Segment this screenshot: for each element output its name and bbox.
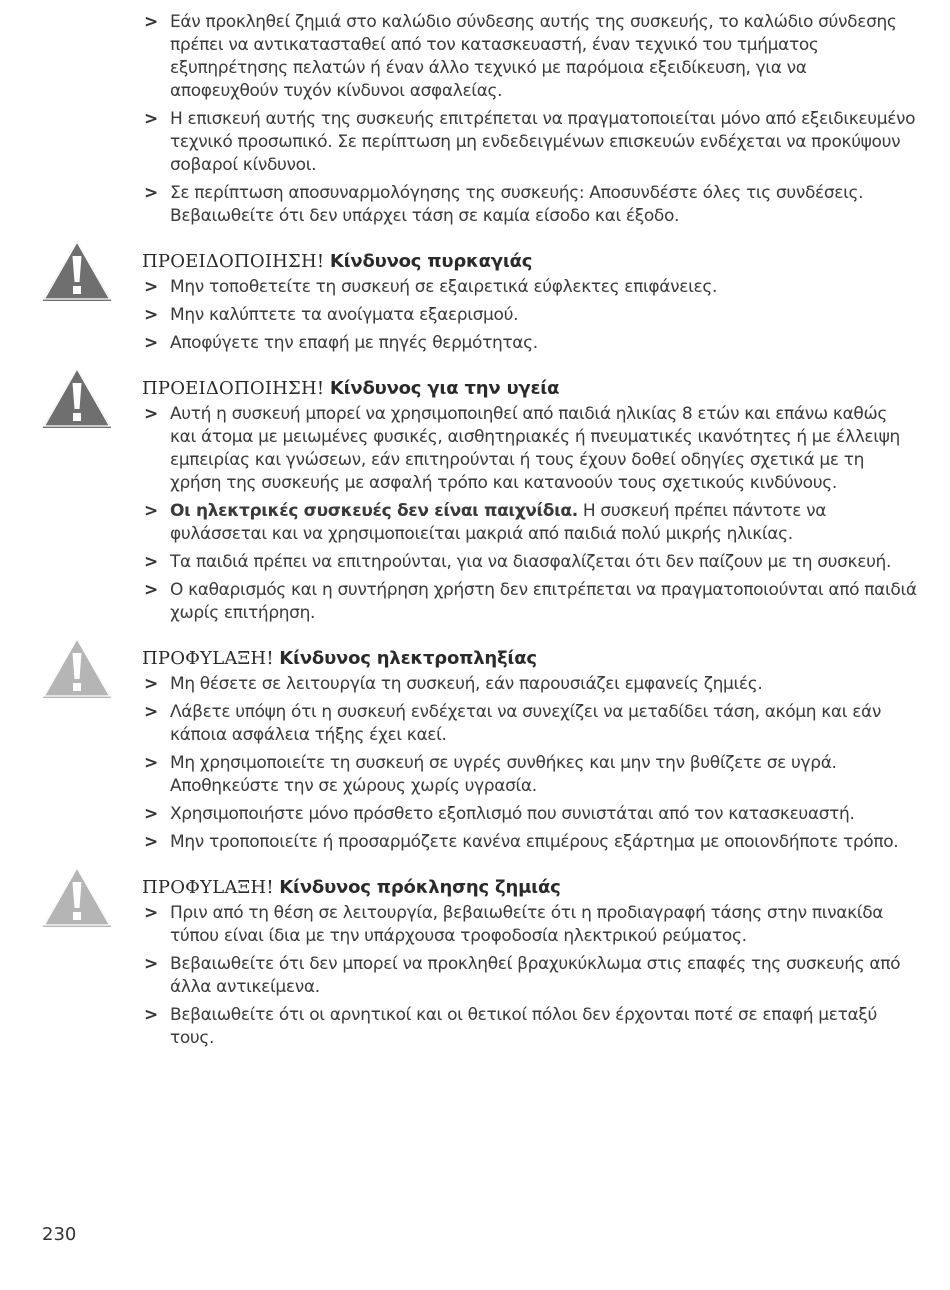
section-heading [142,377,917,401]
list-item: > Μη θέσετε σε λειτουργία τη συσκευή, εάν παρουσιάζει εμφανείς ζημιές. [142,673,917,696]
list-item: > Μην καλύπτετε τα ανοίγματα εξαερισμού. [142,304,917,327]
section-heading [142,647,917,671]
hazard-title: Κίνδυνος πρόκλησης ζημιάς [279,877,561,898]
warning-section-fire [142,250,917,355]
list-item: > Τα παιδιά πρέπει να επιτηρούνται, για να διασφαλίζεται ότι δεν παίζουν με τη συσκευή. [142,551,917,574]
list-item: > Χρησιμοποιήστε μόνο πρόσθετο εξοπλισμό που συνιστάται από τον κατασκευαστή. [142,803,917,826]
list-item: > Σε περίπτωση αποσυναρμολόγησης της συσκευής: Αποσυνδέστε όλες τις συνδέσεις. Βεβαιωθείτε ότι δεν υπάρχει τάση σε καμία είσοδο και έξοδο. [142,182,917,228]
caution-triangle-icon [39,862,115,930]
list-item: > Μην τοποθετείτε τη συσκευή σε εξαιρετικά εύφλεκτες επιφάνειες. [142,276,917,299]
page-number: 230 [42,1224,77,1245]
hazard-title: Κίνδυνος ηλεκτροπληξίας [279,648,537,669]
list-item: > Πριν από τη θέση σε λειτουργία, βεβαιωθείτε ότι η προδιαγραφή τάσης στην πινακίδα τύπου είναι ίδια με την υπάρχουσα τροφοδοσία ηλεκτρικού ρεύματος. [142,902,917,948]
hazard-title: Κίνδυνος για την υγεία [329,378,560,399]
list-item: > Αποφύγετε την επαφή με πηγές θερμότητας. [142,332,917,355]
signal-word: ΠΡΟΕΙΔΟΠΟΙΗΣΗ! [142,378,325,399]
signal-word: ΠΡΟΕΙΔΟΠΟΙΗΣΗ! [142,251,325,272]
list-item: > Μην τροποποιείτε ή προσαρμόζετε κανένα επιμέρους εξάρτημα με οποιονδήποτε τρόπο. [142,831,917,854]
emphasis-text: Οι ηλεκτρικές συσκευές δεν είναι παιχνίδια. [170,501,578,521]
warning-triangle-icon [39,363,115,431]
list-item-text: Η συσκευή πρέπει πάντοτε να φυλάσσεται και να χρησιμοποιείται μακριά από παιδιά πολύ μικρής ηλικίας. [170,501,827,544]
section-heading [142,876,917,900]
safety-instructions [142,11,917,1055]
section-list [142,403,917,625]
list-item: > Η επισκευή αυτής της συσκευής επιτρέπεται να πραγματοποιείται μόνο από εξειδικευμένο τεχνικό προσωπικό. Σε περίπτωση μη ενδεδειγμένων επισκευών ενδέχεται να προκύψουν σοβαροί κίνδυνοι. [142,108,917,177]
section-list [142,673,917,854]
intro-list [142,11,917,228]
signal-word: ΠΡΟΦΥLΑΞΗ! [142,648,274,669]
list-item: > Λάβετε υπόψη ότι η συσκευή ενδέχεται να συνεχίζει να μεταδίδει τάση, ακόμη και εάν κάποια ασφάλεια τήξης έχει καεί. [142,701,917,747]
signal-word: ΠΡΟΦΥLΑΞΗ! [142,877,274,898]
list-item: > Εάν προκληθεί ζημιά στο καλώδιο σύνδεσης αυτής της συσκευής, το καλώδιο σύνδεσης πρέπει να αντικατασταθεί από τον κατασκευαστή, έναν τεχνικό του τμήματος εξυπηρέτησης πελατών ή έναν άλλο τεχνικό με παρόμοια εξειδίκευση, για να αποφευχθούν τυχόν κίνδυνοι ασφαλείας. [142,11,917,103]
list-item: > Ο καθαρισμός και η συντήρηση χρήστη δεν επιτρέπεται να πραγματοποιούνται από παιδιά χωρίς επιτήρηση. [142,579,917,625]
hazard-title: Κίνδυνος πυρκαγιάς [329,251,533,272]
caution-section-damage [142,876,917,1050]
warning-triangle-icon [39,236,115,304]
list-item: > Αυτή η συσκευή μπορεί να χρησιμοποιηθεί από παιδιά ηλικίας 8 ετών και επάνω καθώς και άτομα με μειωμένες φυσικές, αισθητηριακές ή πνευματικές ικανότητες ή με έλλειψη εμπειρίας και γνώσεων, εάν επιτηρούνται ή τους έχουν δοθεί οδηγίες σχετικά με τη χρήση της συσκευής με ασφαλή τρόπο και κατανοούν τους σχετικούς κινδύνους. [142,403,917,495]
warning-section-health [142,377,917,625]
section-heading [142,250,917,274]
caution-triangle-icon [39,633,115,701]
caution-section-electric-shock [142,647,917,854]
section-list [142,276,917,355]
section-list [142,902,917,1050]
list-item: > Βεβαιωθείτε ότι δεν μπορεί να προκληθεί βραχυκύκλωμα στις επαφές της συσκευής από άλλα αντικείμενα. [142,953,917,999]
list-item [142,500,917,546]
list-item: > Βεβαιωθείτε ότι οι αρνητικοί και οι θετικοί πόλοι δεν έρχονται ποτέ σε επαφή μεταξύ τους. [142,1004,917,1050]
list-item: > Μη χρησιμοποιείτε τη συσκευή σε υγρές συνθήκες και μην την βυθίζετε σε υγρά. Αποθηκεύστε την σε χώρους χωρίς υγρασία. [142,752,917,798]
